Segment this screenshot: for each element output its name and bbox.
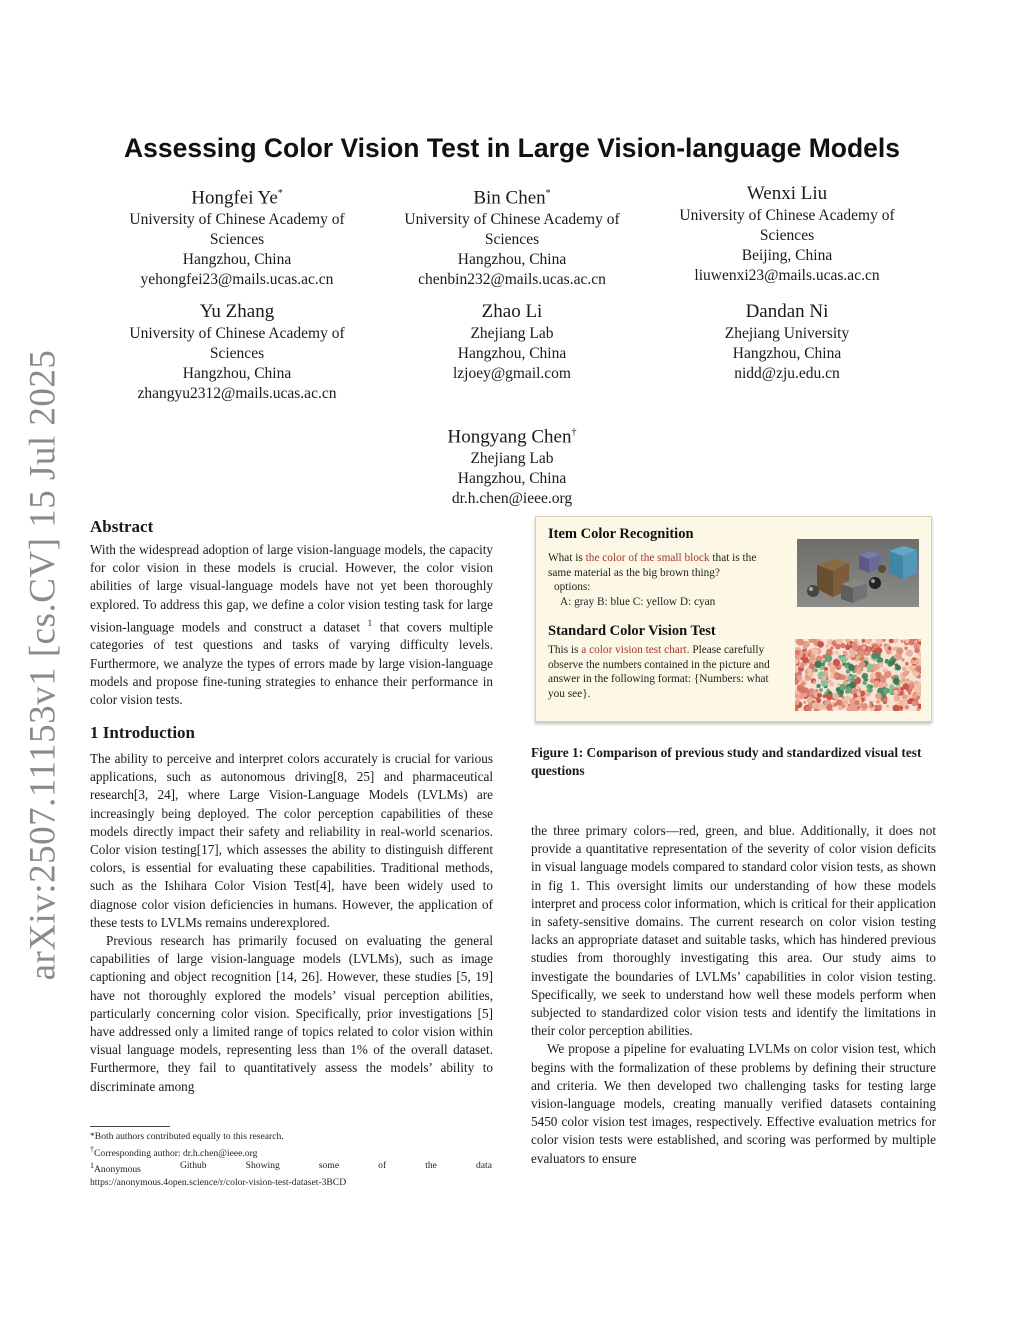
plate-dot xyxy=(808,703,812,707)
plate-dot xyxy=(857,706,861,710)
plate-dot xyxy=(801,682,805,686)
plate-dot xyxy=(884,644,887,647)
plate-dot xyxy=(848,642,851,645)
plate-dot xyxy=(843,651,848,656)
paragraph: The ability to perceive and interpret colors accurately is crucial for various applications, such as autonomous driving[8, 25] and pharmaceutical research[3, 24], where Large Vision-Language Models (LVLMs) are increasingly being deployed. The color perception capabilities of these models directly impact their safety and reliability in real-world scenarios. Color vision testing[17], which assesses the ability to distinguish different colors, is essential for evaluating these capabilities. Traditional methods, such as the Ishihara Color Vision Test[4], have been widely used to diagnose color vision deficiencies in humans. However, the application of these tests to LVLMs remains underexplored. xyxy=(90,751,493,930)
plate-dot xyxy=(895,665,901,671)
intro-left-column xyxy=(90,750,493,1096)
clevr-scene-image xyxy=(797,539,919,607)
author-name: Dandan Ni xyxy=(745,301,829,322)
plate-dot xyxy=(825,655,833,663)
plate-dot xyxy=(904,647,907,650)
arxiv-id: arXiv:2507.11153v1 [cs.CV] 15 Jul 2025 xyxy=(22,349,64,981)
paper-title: Assessing Color Vision Test in Large Vision-language Models xyxy=(123,133,901,163)
plate-dot xyxy=(839,684,846,691)
author-email[interactable]: yehongfei23@mails.ucas.ac.cn xyxy=(140,271,334,289)
author-affiliation: Zhejiang University xyxy=(724,325,850,342)
plate-dot xyxy=(813,680,816,683)
plate-dot xyxy=(844,695,850,701)
author-name: Wenxi Liu xyxy=(746,183,828,204)
highlighted-phrase: the color of the small block xyxy=(585,552,710,564)
plate-dot xyxy=(880,675,887,682)
plate-dot xyxy=(856,685,860,689)
footnote: †Corresponding author: dr.h.chen@ieee.org xyxy=(90,1144,258,1159)
plate-dot xyxy=(870,679,875,684)
options-label: options: xyxy=(554,581,591,593)
author-email[interactable]: lzjoey@gmail.com xyxy=(452,365,571,382)
plate-dot xyxy=(912,693,918,699)
author-name: Hongyang Chen xyxy=(447,426,572,448)
plate-dot xyxy=(884,668,888,672)
plate-dot xyxy=(803,701,806,704)
figure-1-panel xyxy=(535,516,932,722)
author-affiliation: Sciences xyxy=(209,345,265,362)
plate-dot xyxy=(893,690,898,695)
plate-dot xyxy=(862,646,866,650)
plate-dot xyxy=(862,673,868,679)
plate-dot xyxy=(910,660,915,665)
plate-dot xyxy=(802,687,808,693)
plate-dot xyxy=(858,655,861,658)
abstract-text: With the widespread adoption of large vision-language models, the capacity for color vision in these models is crucial. However, the color vision abilities of large visual-language models have not yet been thoroughly explored. To address this gap, we define a color vision testing task for large vision-language models and construct a dataset xyxy=(90,542,493,635)
footnote-url[interactable]: https://anonymous.4open.science/r/color-vision-test-dataset-3BCD xyxy=(90,1177,347,1189)
highlighted-phrase: a color vision test chart. xyxy=(581,644,690,656)
plate-dot xyxy=(821,676,826,681)
author-city: Hangzhou, China xyxy=(457,345,567,362)
plate-dot xyxy=(901,640,904,643)
plate-dot xyxy=(839,665,842,668)
author-name: Hongfei Ye xyxy=(191,187,278,209)
author-affiliation: Zhejiang Lab xyxy=(470,325,554,342)
section-heading-introduction: 1 Introduction xyxy=(90,723,196,742)
author-mark: † xyxy=(571,427,577,438)
plate-dot xyxy=(862,681,866,685)
author-name: Yu Zhang xyxy=(199,301,275,322)
plate-dot xyxy=(832,693,839,700)
plate-dot xyxy=(866,663,873,670)
plate-dot xyxy=(894,695,901,702)
plate-dot xyxy=(838,706,843,711)
arxiv-sidebar-stamp xyxy=(18,349,68,981)
plate-dot xyxy=(852,644,858,650)
author-city: Hangzhou, China xyxy=(457,470,567,488)
plate-dot xyxy=(826,694,833,701)
figure-panel-title: Item Color Recognition xyxy=(548,526,694,542)
author-affiliation: Sciences xyxy=(484,231,540,249)
plate-dot xyxy=(845,689,850,694)
figure-panel-title: Standard Color Vision Test xyxy=(548,623,716,639)
author-affiliation: University of Chinese Academy of xyxy=(679,207,895,224)
plate-dot xyxy=(901,700,907,706)
plate-dot xyxy=(901,658,904,661)
paragraph: Previous research has primarily focused on evaluating the general capabilities of large vision-language models (LVLMs), such as image captioning and object recognition [14, 26]. However, these studies [5, 19] have not thoroughly explored the models’ visual perception abilities, particularly concerning color vision. Specifically, prior investigations [5] have addressed only a limited range of topics related to color vision within visual language models, representing less than 1% of the overall dataset. Furthermore, they fail to quantitatively assess the models’ ability to discriminate among xyxy=(90,933,493,1094)
plate-dot xyxy=(870,685,873,688)
author-affiliation: University of Chinese Academy of xyxy=(129,211,345,229)
plate-dot xyxy=(812,648,819,655)
author-mark: * xyxy=(277,188,283,199)
plate-dot xyxy=(900,687,904,691)
plate-dot xyxy=(846,669,851,674)
plate-dot xyxy=(905,662,909,666)
plate-dot xyxy=(834,675,837,678)
plate-dot xyxy=(848,676,852,680)
plate-dot xyxy=(837,683,840,686)
plate-dot xyxy=(814,661,821,668)
plate-dot xyxy=(857,667,863,673)
plate-dot xyxy=(830,668,835,673)
plate-dot xyxy=(853,689,857,693)
plate-dot xyxy=(909,640,915,646)
plate-dot xyxy=(862,639,866,643)
plate-dot xyxy=(846,654,851,659)
author-block xyxy=(657,300,917,384)
plate-dot xyxy=(916,661,919,664)
author-block xyxy=(382,182,642,290)
figure-instruction: This is a color vision test chart. Please carefully observe the numbers contained in the picture and answer in the following format: {Numbers: what you see}. xyxy=(548,644,770,700)
author-email[interactable]: nidd@zju.edu.cn xyxy=(734,365,840,382)
plate-dot xyxy=(855,659,858,662)
plate-dot xyxy=(808,671,814,677)
author-email[interactable]: liuwenxi23@mails.ucas.ac.cn xyxy=(694,267,880,284)
plate-dot xyxy=(880,665,883,668)
plate-dot xyxy=(826,704,832,710)
plate-dot xyxy=(907,699,912,704)
figure-1-caption: Figure 1: Comparison of previous study and standardized visual test questions xyxy=(531,745,922,778)
author-city: Hangzhou, China xyxy=(457,251,567,269)
footnote-ref[interactable]: 1 xyxy=(367,617,373,628)
plate-dot xyxy=(904,705,909,710)
author-city: Hangzhou, China xyxy=(182,365,292,382)
plate-dot xyxy=(823,694,827,698)
plate-dot xyxy=(884,688,890,694)
plate-dot xyxy=(914,648,920,654)
plate-dot xyxy=(841,696,844,699)
plate-dot xyxy=(876,700,880,704)
plate-dot xyxy=(857,692,861,696)
author-city: Hangzhou, China xyxy=(182,251,292,269)
plate-dot xyxy=(888,646,892,650)
plate-dot xyxy=(908,683,914,689)
plate-dot xyxy=(848,679,851,682)
plate-dot xyxy=(846,646,850,650)
author-name: Bin Chen xyxy=(473,187,546,209)
plate-dot xyxy=(902,671,908,677)
paragraph: the three primary colors—red, green, and blue. Additionally, it does not provide a quantitative representation of the severity of color vision deficits in visual language models compared to standard color vision tests, as shown in fig 1. This oversight limits our understanding of how these models interpret and process color information, which is critical for their application in safety-sensitive domains. The current research on color vision testing lacks an appropriate dataset and suitable tasks, which has hindered previous studies from thoroughly investigating this area. Our study aims to investigate the boundaries of LVLMs’ capabilities in color vision testing. Specifically, we seek to understand how well these models perform when subjected to standardized color vision tests and identify the limitations in their color perception abilities. xyxy=(531,823,936,1039)
footnotes xyxy=(90,1131,492,1190)
plate-dot xyxy=(833,703,837,707)
plate-dot xyxy=(908,695,911,698)
plate-dot xyxy=(822,680,825,683)
figure-question: What is the color of the small block that is the same material as the big brown thing? xyxy=(548,552,757,579)
plate-dot xyxy=(817,684,821,688)
author-block xyxy=(657,182,917,286)
abstract-text: that covers multiple categories of test questions and tasks of varying difficulty levels. Furthermore, we analyze the types of errors made by large vision-language models and propose fine-tuning strategies to enhance their performance in color vision tests. xyxy=(90,619,493,708)
author-block xyxy=(382,421,642,509)
plate-dot xyxy=(845,703,848,706)
plate-dot xyxy=(906,678,909,681)
plate-dot xyxy=(803,641,810,648)
abstract-body xyxy=(90,541,493,709)
footnote: *Both authors contributed equally to this research. xyxy=(90,1131,284,1142)
plate-dot xyxy=(875,693,882,700)
plate-dot xyxy=(833,659,840,666)
plate-dot xyxy=(826,649,833,656)
author-city: Beijing, China xyxy=(741,247,833,264)
plate-dot xyxy=(905,639,909,643)
footnote-divider xyxy=(90,1126,170,1127)
author-affiliation: Sciences xyxy=(759,227,815,244)
plate-dot xyxy=(840,643,845,648)
options-list: A: gray B: blue C: yellow D: cyan xyxy=(560,596,716,608)
author-affiliation: Zhejiang Lab xyxy=(470,450,554,468)
plate-dot xyxy=(893,678,900,685)
plate-dot xyxy=(814,668,818,672)
plate-dot xyxy=(827,689,830,692)
author-affiliation: Sciences xyxy=(209,231,265,249)
ishihara-plate-image xyxy=(795,639,921,711)
author-block xyxy=(107,182,367,290)
plate-dot xyxy=(829,681,834,686)
abstract-heading: Abstract xyxy=(90,517,154,536)
plate-dot xyxy=(875,647,882,654)
plate-dot xyxy=(862,703,868,709)
plate-dot xyxy=(889,658,892,661)
author-name: Zhao Li xyxy=(481,301,543,322)
plate-dot xyxy=(866,678,869,681)
plate-dot xyxy=(845,665,849,669)
plate-dot xyxy=(854,700,859,705)
plate-dot xyxy=(819,688,823,692)
plate-dot xyxy=(812,704,815,707)
author-email[interactable]: zhangyu2312@mails.ucas.ac.cn xyxy=(137,385,337,402)
intro-right-column xyxy=(531,822,936,1168)
author-email[interactable]: chenbin232@mails.ucas.ac.cn xyxy=(418,271,606,289)
plate-dot xyxy=(904,667,907,670)
footnote: $^1$Anonymous Github Showing some of the data xyxy=(90,1160,492,1176)
plate-dot xyxy=(835,651,838,654)
paragraph: We propose a pipeline for evaluating LVLMs on color vision test, which begins with the formalization of these problems by defining their structure and criteria. We then developed two challenging tasks for testing large vision-language models, creating manually verified datasets containing 5450 color vision test images, respectively. Effective evaluation metrics for color vision tests were established, and scoring was performed by multiple evaluators to ensure xyxy=(531,1041,936,1166)
plate-dot xyxy=(872,648,875,651)
plate-dot xyxy=(886,705,889,708)
author-city: Hangzhou, China xyxy=(732,345,842,362)
plate-dot xyxy=(815,689,818,692)
author-email[interactable]: dr.h.chen@ieee.org xyxy=(451,490,573,508)
plate-dot xyxy=(896,647,903,654)
plate-dot xyxy=(869,701,873,705)
author-affiliation: University of Chinese Academy of xyxy=(129,325,345,342)
plate-dot xyxy=(879,683,884,688)
author-block xyxy=(107,300,367,404)
plate-dot xyxy=(802,657,809,664)
plate-dot xyxy=(854,676,857,679)
plate-dot xyxy=(817,693,822,698)
author-block xyxy=(382,300,642,384)
plate-dot xyxy=(889,684,894,689)
plate-dot xyxy=(817,641,824,648)
plate-dot xyxy=(826,645,829,648)
plate-dot xyxy=(903,694,907,698)
plate-dot xyxy=(906,650,913,657)
author-mark: * xyxy=(545,188,551,199)
author-affiliation: University of Chinese Academy of xyxy=(404,211,620,229)
